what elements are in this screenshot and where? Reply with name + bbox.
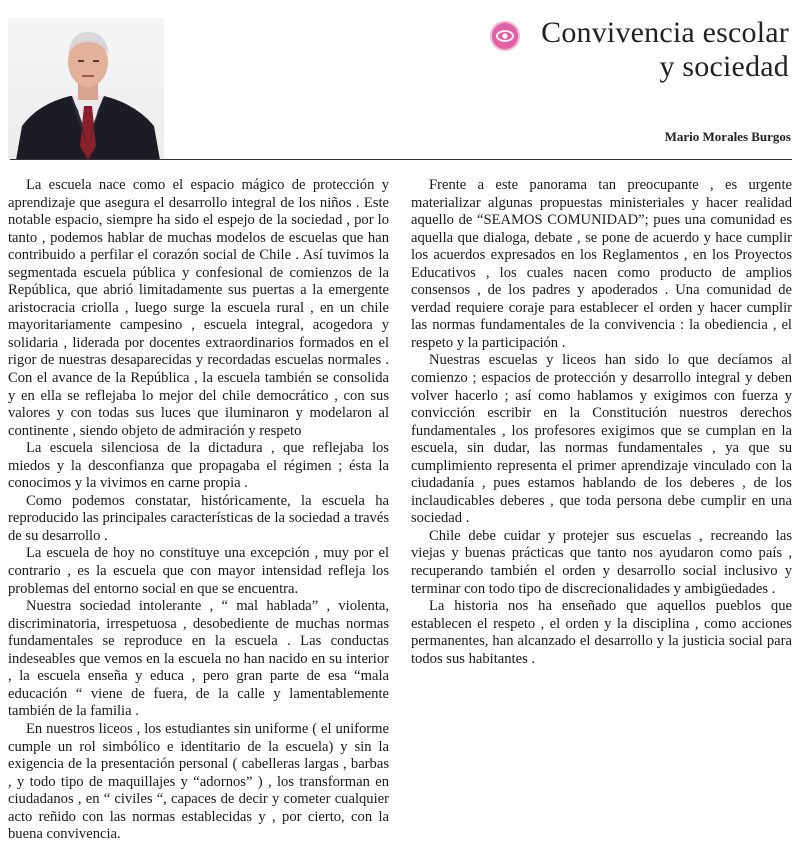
article-title (541, 16, 789, 84)
paragraph: La escuela de hoy no constituye una excepción , muy por el contrario , es la escuela que con mayor intensidad refleja los problemas del entorno social en que se encuentra. (8, 545, 389, 597)
paragraph: Chile debe cuidar y protejer sus escuelas , recreando las viejas y buenas prácticas que tanto nos ayudaron como país , recuperando también el orden y desarrollo social inclusivo y terminar con todo tipo de discrecionalidades y ambigüedades . (411, 527, 792, 597)
paragraph: La escuela nace como el espacio mágico de protección y aprendizaje que asegura el desarrollo integral de los niños . Este notable espacio, siempre ha sido el espejo de la sociedad , por lo tanto , podemos hablar de muchas modelos de escuelas que han contribuido a perfilar el corazón social de Chile . Así tuvimos la segmentada escuela pública y confesional de comienzos de la República, que abrió limitadamente sus puertas a la emergente aristocracia criolla , luego surge la escuela rural , en un chile mayoritariamente campesino , escuela integral, acogedora y solidaria , liderada por docentes extraordinarios formados en el rigor de nuestras desaparecidas y recordadas escuelas normales . Con el avance de la República , la escuela también se consolida y en ella se reflejaba lo mejor del chile democrático , con sus valores y con todas sus luces que iluminaron y modelaron al continente , siendo objeto de admiración y respeto (8, 177, 389, 439)
author-name: Mario Morales Burgos (664, 129, 791, 144)
eye-icon (490, 21, 520, 51)
paragraph: Nuestras escuelas y liceos han sido lo que decíamos al comienzo ; espacios de protección y desarrollo integral y deben volver hacerlo ; así como hablamos y exigimos con fuerza y convicción escribir en la Constitución nuestros derechos fundamentales , los profesores exigimos que se cumplan en la escuela, sin dudar, las normas fundamentales , ya que su cumplimiento representa el primer aprendizaje vinculado con la ciudadanía , pues estamos hablando de los deberes , de los inclaudicables deberes , que toda persona debe cumplir en una sociedad . (411, 352, 792, 527)
article-header (0, 0, 801, 160)
title-line-1: Convivencia escolar (541, 16, 789, 49)
author-photo (8, 18, 164, 160)
paragraph: La escuela silenciosa de la dictadura , que reflejaba los miedos y la desconfianza que propagaba el régimen ; ésta la conocimos y la vivimos en carne propia . (8, 440, 389, 492)
article-body (8, 177, 792, 859)
paragraph: En nuestros liceos , los estudiantes sin uniforme ( el uniforme cumple un rol simbólico e identitario de la escuela) y sin la exigencia de la presentación personal ( cabelleras largas , barbas , y todo tipo de maquillajes y “adornos” ) , los transforman en ciudadanos , en “ civiles “, capaces de decir y cometer cualquier acto reñido con las normas establecidas y , por cierto, con la buena convivencia. (8, 720, 389, 843)
paragraph: La historia nos ha enseñado que aquellos pueblos que establecen el respeto , el orden y la disciplina , como acciones permanentes, han alcanzado el desarrollo y la justicia social para todos sus habitantes . (411, 598, 792, 667)
header-divider (10, 159, 792, 160)
paragraph: Nuestra sociedad intolerante , “ mal hablada” , violenta, discriminatoria, irrespetuosa , desobediente de muchas normas fundamentales se reproduce en la escuela . Las conductas indeseables que vemos en la escuela no han nacido en su interior , la escuela enseña y educa , pero gran parte de esa “mala educación “ viene de fuera, de la calle y lamentablemente también de la familia . (8, 598, 389, 720)
paragraph: Como podemos constatar, históricamente, la escuela ha reproducido las principales características de la sociedad a través de su desarrollo . (8, 492, 389, 544)
author-portrait (8, 18, 164, 160)
paragraph: Frente a este panorama tan preocupante , es urgente materializar algunas propuestas ministeriales y hacer realidad aquello de “SEAMOS COMUNIDAD”; pues una comunidad es aquella que dialoga, debate , se pone de acuerdo y hace cumplir los acuerdos expresados en los Reglamentos , en los Proyectos Educativos , los cuales nacen como producto de amplios consensos , de los padres y apoderados . Una comunidad de verdad requiere coraje para establecer el orden y hacer cumplir las normas fundamentales de la convivencia : la obediencia , el respeto y la participación . (411, 177, 792, 351)
title-line-2: y sociedad (659, 50, 789, 83)
